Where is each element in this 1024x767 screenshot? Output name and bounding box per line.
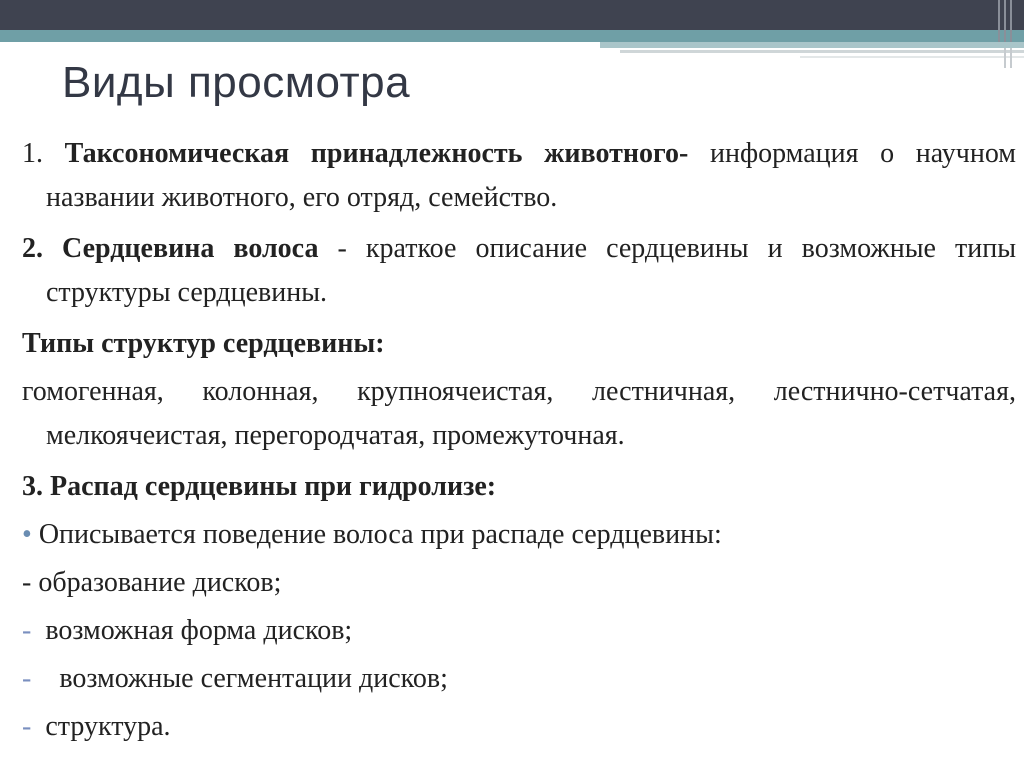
dash-item-text: возможные сегментации дисков; <box>59 663 448 694</box>
header-tick <box>1004 48 1006 68</box>
taxonomy-heading: Таксономическая принадлежность животного- <box>64 138 689 169</box>
dash-item-text: возможная форма дисков; <box>45 615 353 646</box>
medulla-types-heading: Типы структур сердцевины: <box>22 328 385 359</box>
medulla-types-list: гомогенная, колонная, крупноячеистая, лестничная, лестнично-сетчатая, мелкоячеистая, перегородчатая, промежуточная. <box>22 376 1016 451</box>
header-dark-band <box>0 0 1024 30</box>
taxonomy-text: информация о научном названии животного, его отряд, семейство. <box>46 138 1016 213</box>
header-stripe <box>1010 0 1012 42</box>
header-teal-band <box>0 30 1024 42</box>
dash-item-1: - образование дисков; <box>22 567 282 598</box>
header-stripe <box>998 0 1000 42</box>
medulla-heading: 2. Сердцевина волоса <box>22 233 319 264</box>
paragraph-number: 1. <box>22 138 43 169</box>
bullet-item <box>22 513 1016 557</box>
header-light-band <box>600 42 1024 48</box>
header-gray-line-2 <box>800 56 1024 58</box>
paragraph-medulla <box>22 227 1016 315</box>
dash-item-2 <box>22 609 1016 653</box>
bullet-text: Описывается поведение волоса при распаде сердцевины <box>38 519 714 550</box>
bullet-icon: • <box>22 519 32 550</box>
dash-item-text: структура. <box>45 711 171 742</box>
header-tick <box>1010 48 1012 68</box>
medulla-text: - краткое описание сердцевины и возможные типы структуры сердцевины. <box>46 233 1017 308</box>
dash-item-4 <box>22 705 1016 749</box>
dash-icon: - <box>22 663 32 694</box>
dash-icon: - <box>22 615 32 646</box>
header-gray-line <box>620 50 1024 53</box>
paragraph-taxonomy <box>22 132 1016 220</box>
dash-item-3 <box>22 657 1016 701</box>
slide-content <box>22 132 1016 753</box>
dash-icon: - <box>22 711 32 742</box>
hydrolysis-heading: 3. Распад сердцевины при гидролизе: <box>22 471 497 502</box>
header-stripe <box>1004 0 1006 42</box>
bullet-colon: : <box>713 519 722 550</box>
slide-title: Виды просмотра <box>62 58 411 107</box>
